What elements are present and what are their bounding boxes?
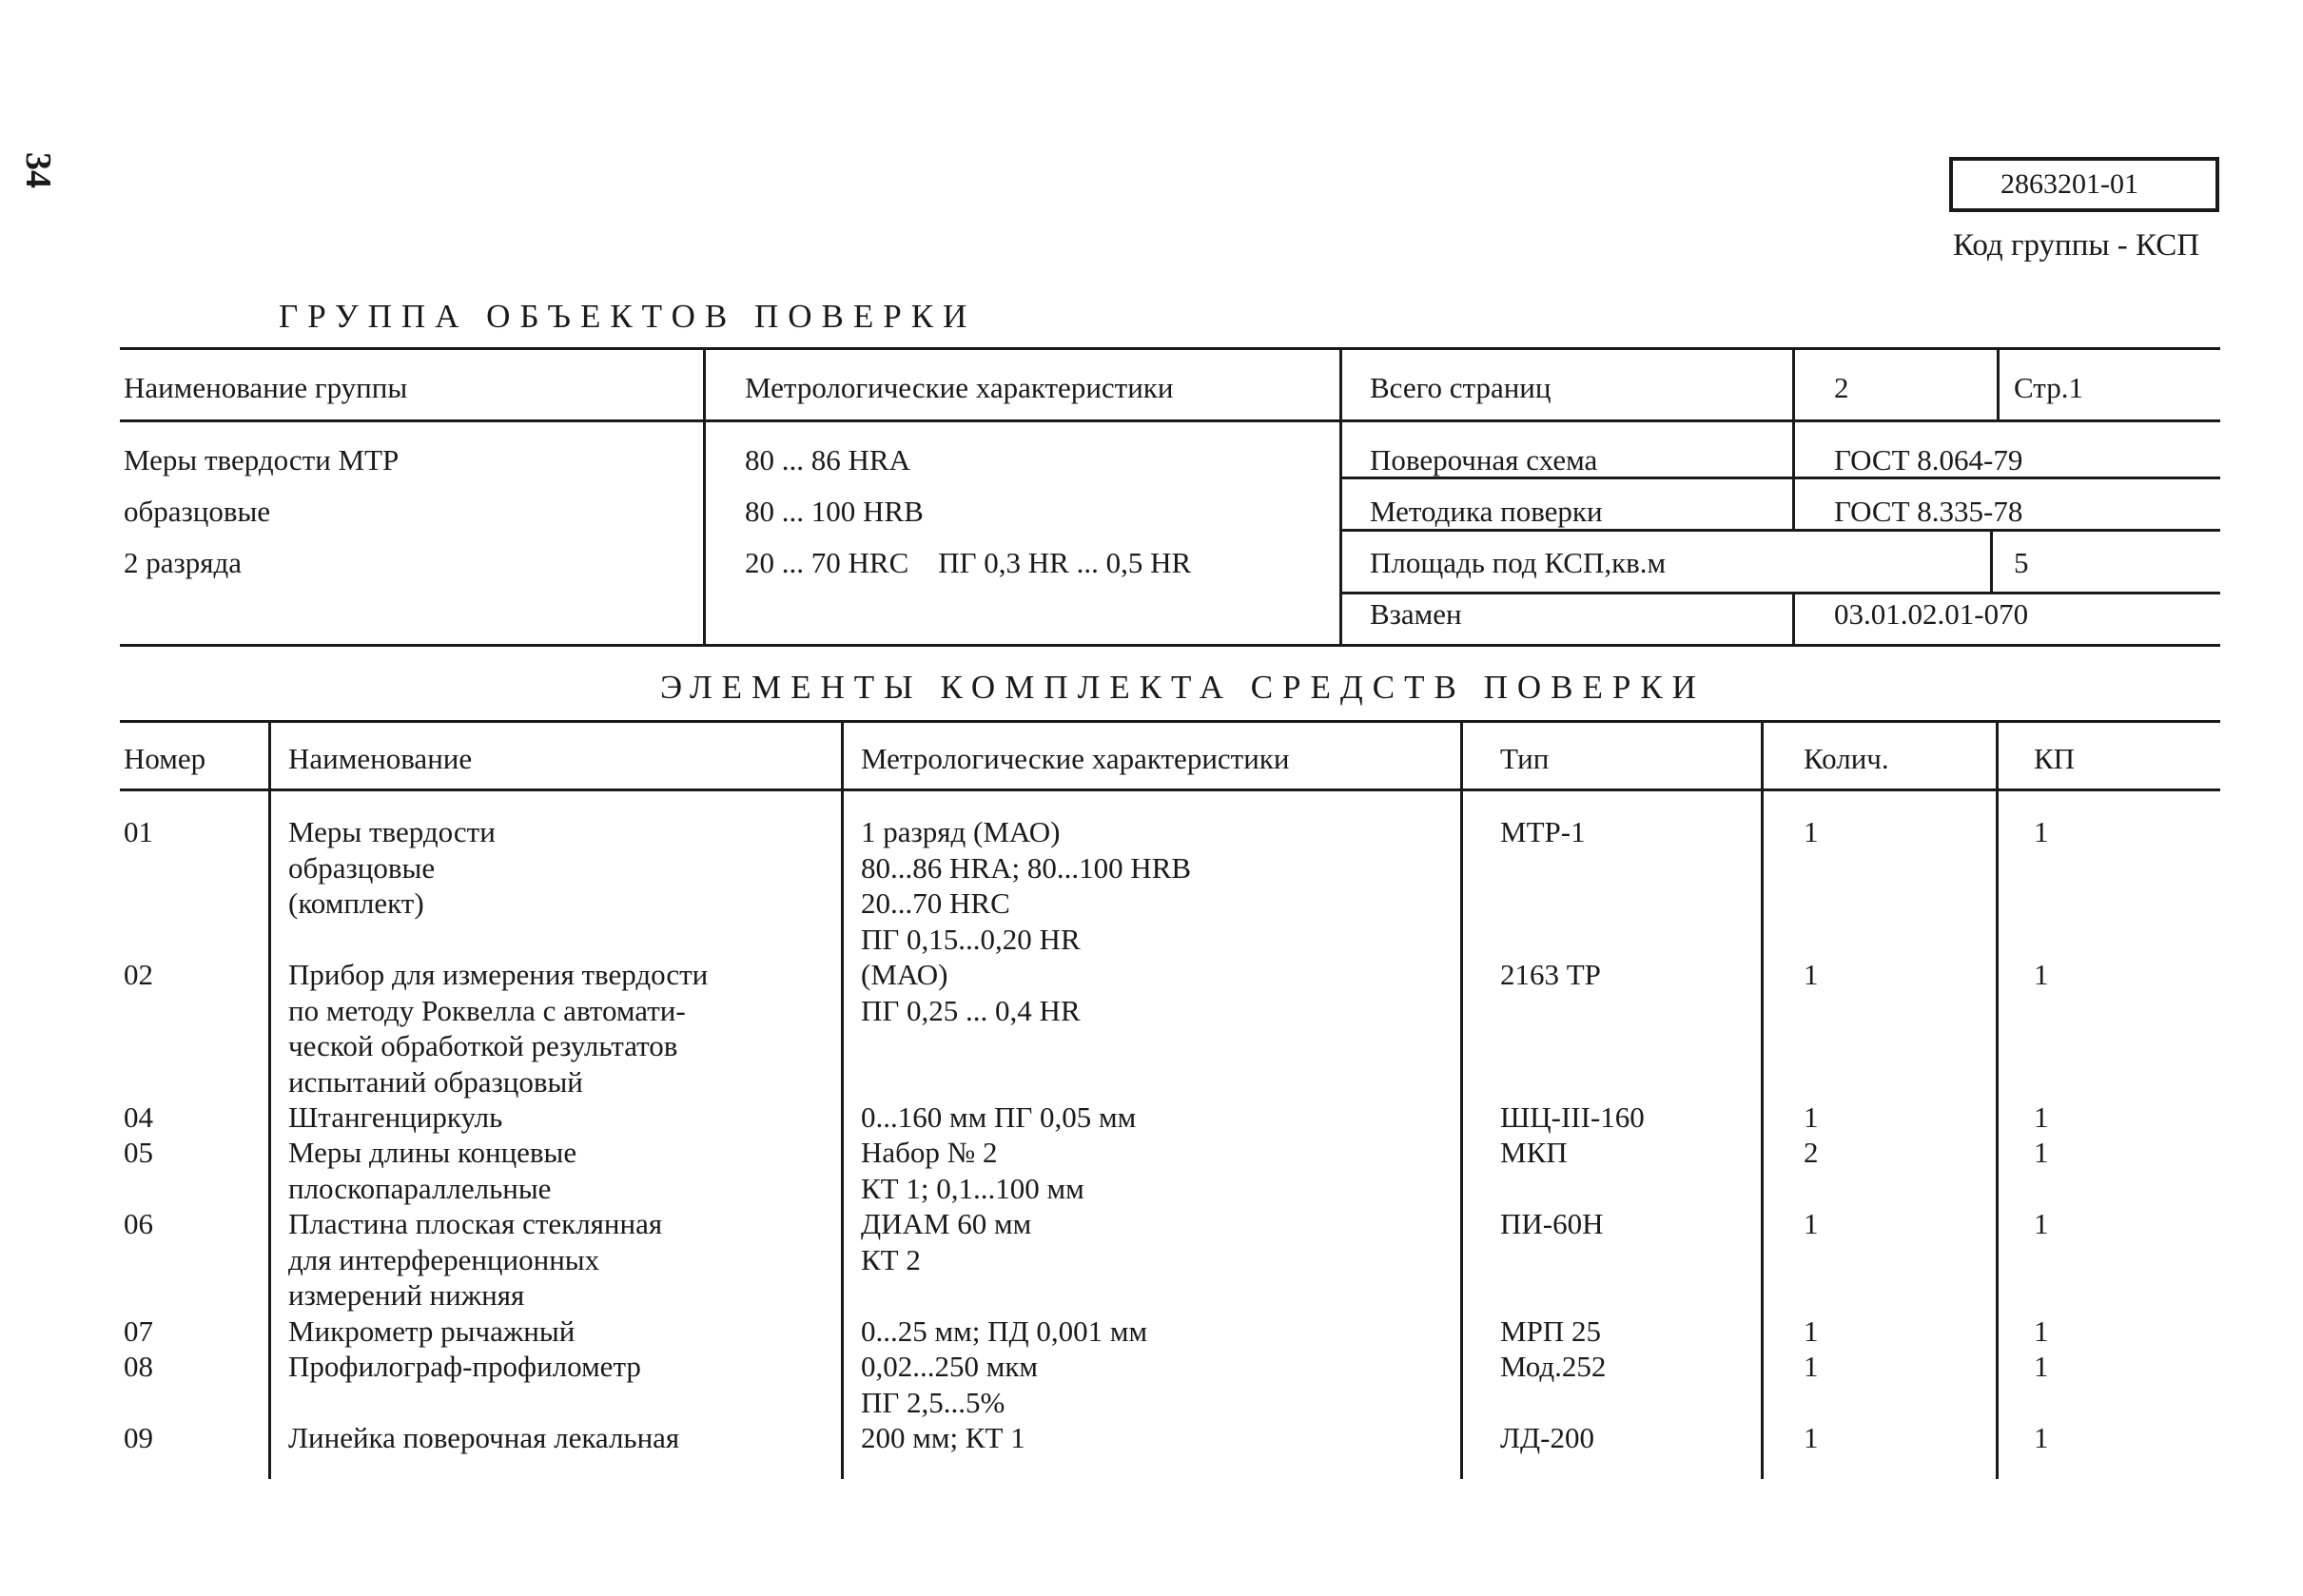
row-kp: 1 [2034,815,2049,848]
row-number: 07 [124,1314,153,1348]
row-type: ШЦ-III-160 [1500,1100,1645,1134]
row-type: Мод.252 [1500,1350,1607,1383]
group-name-line: Меры твердости МТР [124,443,400,477]
page-number: 34 [18,152,58,188]
row-qty: 1 [1804,1421,1819,1454]
doc-code-box: 2863201-01 [1949,157,2219,212]
group-metrology-line: 80 ... 86 HRA [745,443,910,477]
row-kp: 1 [2034,1350,2049,1383]
row-name: Меры твердости образцовые (комплект) [288,815,496,920]
scheme-label: Поверочная схема [1370,443,1598,477]
area-value: 5 [2014,546,2029,579]
row-kp: 1 [2034,1207,2049,1240]
row-kp: 1 [2034,1136,2049,1169]
group-name-line: образцовые [124,495,271,528]
header-group-metrology: Метрологические характеристики [745,371,1174,404]
row-name: Штангенциркуль [288,1100,503,1134]
row-metrology: ДИАМ 60 мм КТ 2 [861,1207,1032,1276]
header-qty: Колич. [1804,742,1889,775]
scheme-value: ГОСТ 8.064-79 [1834,443,2023,477]
row-qty: 1 [1804,958,1819,991]
group-section-title: ГРУППА ОБЪЕКТОВ ПОВЕРКИ [279,298,977,335]
header-total-pages: Всего страниц [1370,371,1552,404]
replace-value: 03.01.02.01-070 [1834,597,2029,631]
row-name: Меры длины концевые плоскопараллельные [288,1136,577,1205]
row-type: 2163 ТР [1500,958,1601,991]
row-metrology: 200 мм; КТ 1 [861,1421,1025,1454]
group-metrology-line: 20 ... 70 HRC ПГ 0,3 HR ... 0,5 HR [745,546,1192,579]
row-number: 05 [124,1136,153,1169]
group-metrology-line: 80 ... 100 HRB [745,495,924,528]
row-qty: 1 [1804,1350,1819,1383]
row-metrology: (МАО) ПГ 0,25 ... 0,4 HR [861,958,1081,1027]
row-type: ПИ-60Н [1500,1207,1604,1240]
header-kp: КП [2034,742,2076,775]
total-pages-value: 2 [1834,371,1849,404]
row-qty: 1 [1804,1314,1819,1348]
row-name: Пластина плоская стеклянная для интерференционных измерений нижняя [288,1207,663,1312]
row-kp: 1 [2034,1421,2049,1454]
row-metrology: 0...25 мм; ПД 0,001 мм [861,1314,1148,1348]
area-label: Площадь под КСП,кв.м [1370,546,1667,579]
group-code-label: Код группы - КСП [1953,228,2200,263]
elements-section-title: ЭЛЕМЕНТЫ КОМПЛЕКТА СРЕДСТВ ПОВЕРКИ [660,669,1706,706]
header-metrology: Метрологические характеристики [861,742,1290,775]
header-group-name: Наименование группы [124,371,408,404]
row-type: МТР-1 [1500,815,1586,848]
group-name-line: 2 разряда [124,546,243,579]
row-type: ЛД-200 [1500,1421,1594,1454]
row-metrology: 0,02...250 мкм ПГ 2,5...5% [861,1350,1039,1419]
row-type: МРП 25 [1500,1314,1601,1348]
row-metrology: Набор № 2 КТ 1; 0,1...100 мм [861,1136,1084,1205]
row-number: 04 [124,1100,153,1134]
row-number: 08 [124,1350,153,1383]
row-number: 06 [124,1207,153,1240]
row-qty: 2 [1804,1136,1819,1169]
row-number: 09 [124,1421,153,1454]
row-qty: 1 [1804,1100,1819,1134]
row-name: Микрометр рычажный [288,1314,576,1348]
row-number: 01 [124,815,153,848]
row-metrology: 0...160 мм ПГ 0,05 мм [861,1100,1137,1134]
row-name: Прибор для измерения твердости по методу Роквелла с автомати- ческой обработкой результатов испытаний образцовый [288,958,709,1099]
row-name: Линейка поверочная лекальная [288,1421,680,1454]
row-name: Профилограф-профилометр [288,1350,641,1383]
row-type: МКП [1500,1136,1568,1169]
replace-label: Взамен [1370,597,1462,631]
header-name: Наименование [288,742,473,775]
header-page: Стр.1 [2014,371,2083,404]
method-value: ГОСТ 8.335-78 [1834,495,2023,528]
row-qty: 1 [1804,815,1819,848]
row-kp: 1 [2034,1100,2049,1134]
row-number: 02 [124,958,153,991]
header-type: Тип [1500,742,1550,775]
row-metrology: 1 разряд (МАО) 80...86 HRA; 80...100 HRB 20...70 HRC ПГ 0,15...0,20 HR [861,815,1192,956]
method-label: Методика поверки [1370,495,1603,528]
row-kp: 1 [2034,1314,2049,1348]
header-number: Номер [124,742,206,775]
row-kp: 1 [2034,958,2049,991]
row-qty: 1 [1804,1207,1819,1240]
